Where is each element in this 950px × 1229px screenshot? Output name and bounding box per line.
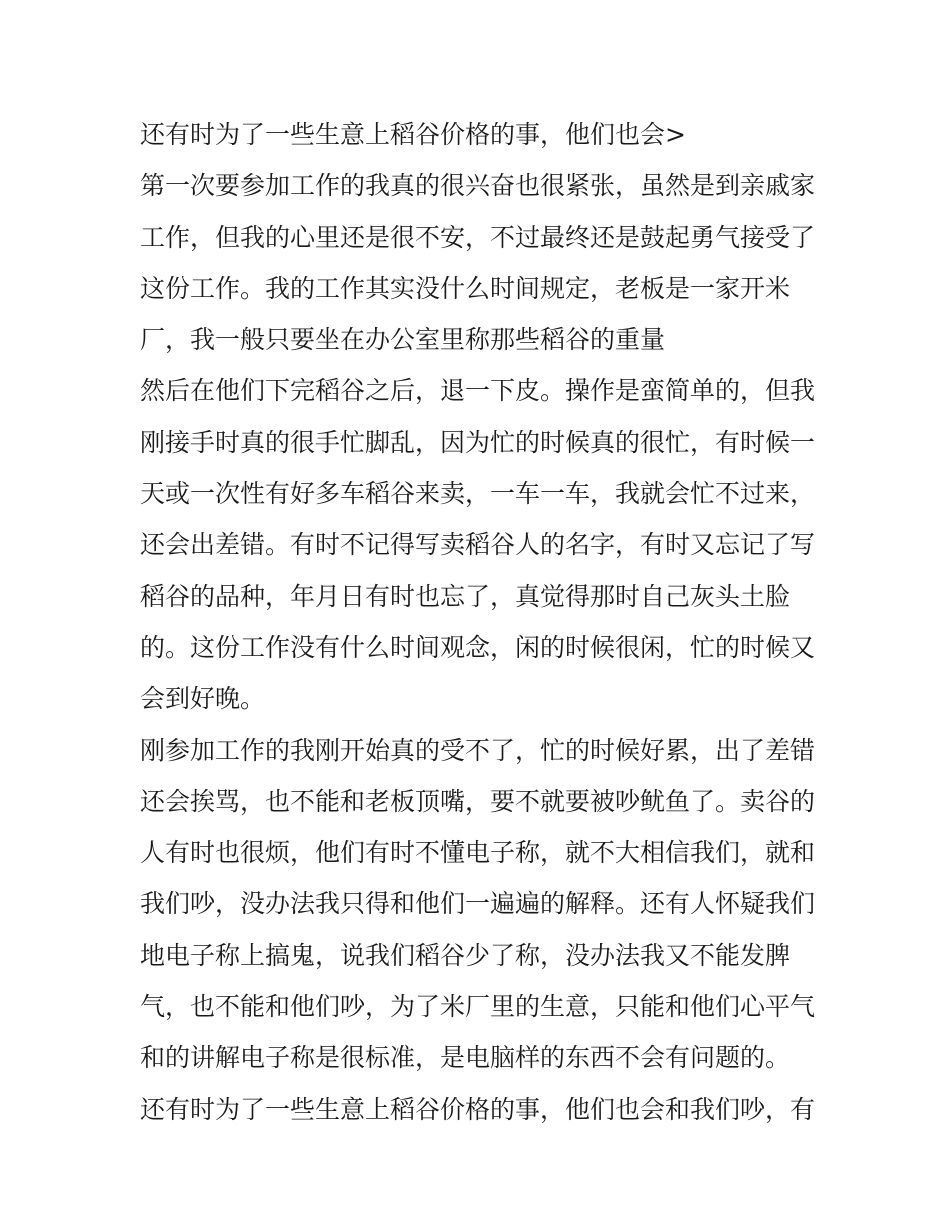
text-line: 的。这份工作没有什么时间观念，闲的时候很闲，忙的时候又: [140, 632, 816, 662]
text-line: 稻谷的品种，年月日有时也忘了，真觉得那时自己灰头土脸: [140, 581, 791, 611]
document-body: [140, 109, 820, 1135]
text-line: 工作，但我的心里还是很不安，不过最终还是鼓起勇气接受了: [140, 222, 816, 252]
text-line: 气，也不能和他们吵，为了米厂里的生意，只能和他们心平气: [140, 992, 816, 1022]
text-line: 然后在他们下完稻谷之后，退一下皮。操作是蛮简单的，但我: [140, 376, 816, 406]
text-line: 人有时也很烦，他们有时不懂电子称，就不大相信我们，就和: [140, 838, 816, 868]
text-line: 还会出差错。有时不记得写卖稻谷人的名字，有时又忘记了写: [140, 530, 816, 560]
text-line: 天或一次性有好多车稻谷来卖，一车一车，我就会忙不过来，: [140, 479, 816, 509]
text-line: 这份工作。我的工作其实没什么时间规定，老板是一家开米: [140, 273, 791, 303]
text-line: 和的讲解电子称是很标准，是电脑样的东西不会有问题的。: [140, 1043, 791, 1073]
text-line: 刚参加工作的我刚开始真的受不了，忙的时候好累，出了差错: [140, 735, 816, 765]
text-line: 第一次要参加工作的我真的很兴奋也很紧张，虽然是到亲戚家: [140, 171, 816, 201]
text-line: 还有时为了一些生意上稻谷价格的事，他们也会>: [140, 120, 686, 149]
text-line: 会到好晚。: [140, 684, 266, 714]
text-line: 厂，我一般只要坐在办公室里称那些稻谷的重量: [140, 325, 666, 355]
text-line: 我们吵，没办法我只得和他们一遍遍的解释。还有人怀疑我们: [140, 889, 816, 919]
text-line: 还会挨骂，也不能和老板顶嘴，要不就要被吵鱿鱼了。卖谷的: [140, 786, 816, 816]
text-line: 地电子称上搞鬼，说我们稻谷少了称，没办法我又不能发脾: [140, 940, 791, 970]
text-line: 还有时为了一些生意上稻谷价格的事，他们也会和我们吵，有: [140, 1094, 816, 1124]
text-line: 刚接手时真的很手忙脚乱，因为忙的时候真的很忙，有时候一: [140, 427, 816, 457]
